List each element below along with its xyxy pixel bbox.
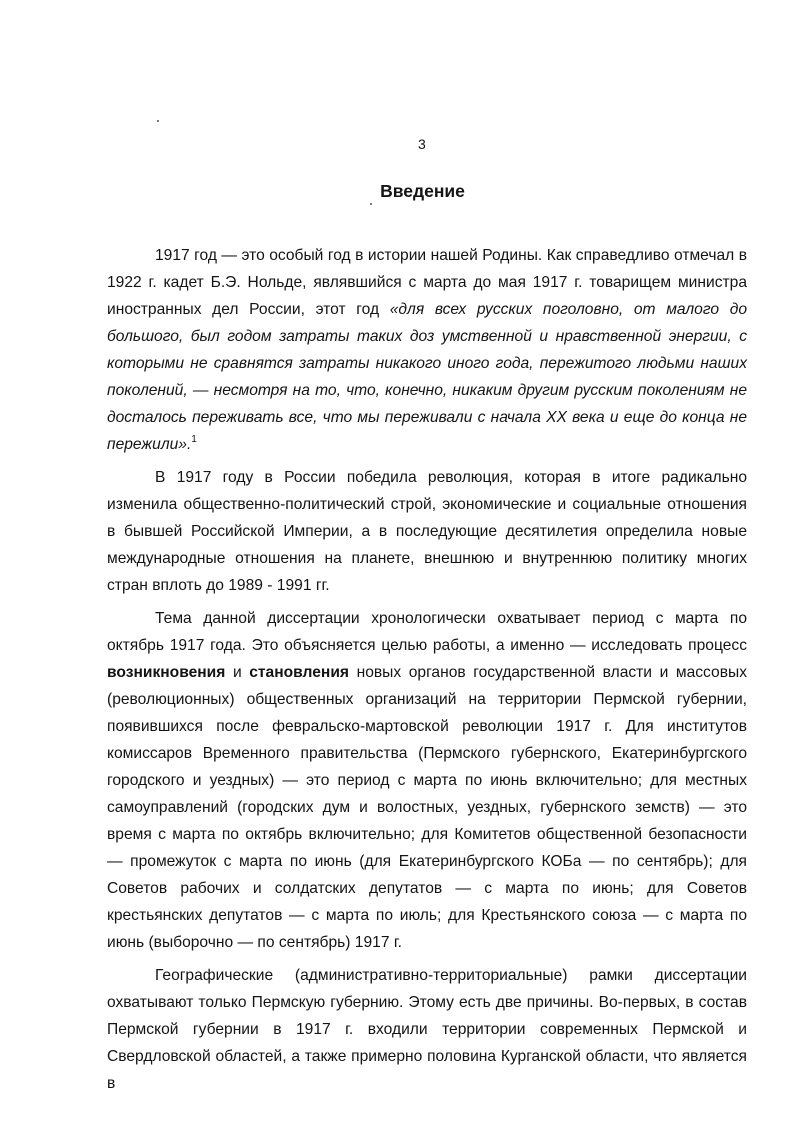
section-title: Введение	[380, 181, 465, 201]
paragraph-3-text-start: Тема данной диссертации хронологически охватывает период с марта по октябрь 1917 года. Это объясняется целью работы, а именно — исследовать процесс	[107, 610, 747, 654]
footnote-marker: 1	[191, 434, 197, 445]
paragraph-2: В 1917 году в России победила революция, которая в итоге радикально изменила общественно-политический строй, экономические и социальные отношения в бывшей Российской Империи, а в последующие десятилетия определила новые международные отношения на планете, внешнюю и внутреннюю политику многих стран вплоть до 1989 - 1991 гг.	[107, 469, 747, 594]
page-number: 3	[418, 136, 426, 152]
paragraph-1	[107, 242, 747, 458]
scan-speck	[157, 120, 159, 122]
emphasis-formation: становления	[249, 664, 350, 681]
paragraph-3	[107, 605, 747, 956]
paragraph-1-text: 1917 год — это особый год в истории нашей Родины. Как справедливо отмечал в 1922 г. кадет Б.Э. Нольде, являвшийся с марта до мая 1917 г. товарищем министра иностранных дел России, этот год	[107, 247, 747, 318]
paragraph-3-text-end: новых органов государственной власти и массовых (революционных) общественных организаций на территории Пермской губернии, появившихся после февральско-мартовской революции 1917 г. Для институтов комиссаров Временного правительства (Пермского губернского, Екатеринбургского городского и уездных) — это период с марта по июнь включительно; для местных самоуправлений (городских дум и волостных, уездных, губернского земств) — это время с марта по октябрь включительно; для Комитетов общественной безопасности — промежуток с марта по июнь (для Екатеринбургского КОБа — по сентябрь); для Советов рабочих и солдатских депутатов — с марта по июнь; для Советов крестьянских депутатов — с марта по июль; для Крестьянского союза — с марта по июнь (выборочно — по сентябрь) 1917 г.	[107, 664, 747, 951]
paragraph-4: Географические (административно-территориальные) рамки диссертации охватывают только Пермскую губернию. Этому есть две причины. Во-первых, в состав Пермской губернии в 1917 г. входили территории современных Пермской и Свердловской областей, а также примерно половина Курганской области, что является в	[107, 967, 747, 1092]
nolde-quote: «для всех русских поголовно, от малого до большого, был годом затраты таких доз умственной и нравственной энергии, с которыми не сравнятся затраты никакого иного года, пережитого людьми наших поколений, — несмотря на то, что, конечно, никаким другим русским поколениям не досталось переживать все, что мы переживали с начала XX века и еще до конца не пережили».	[107, 301, 747, 453]
body-text	[107, 242, 747, 1097]
emphasis-emergence: возникновения	[107, 664, 226, 681]
scan-speck	[370, 203, 372, 205]
conjunction: и	[225, 664, 250, 681]
